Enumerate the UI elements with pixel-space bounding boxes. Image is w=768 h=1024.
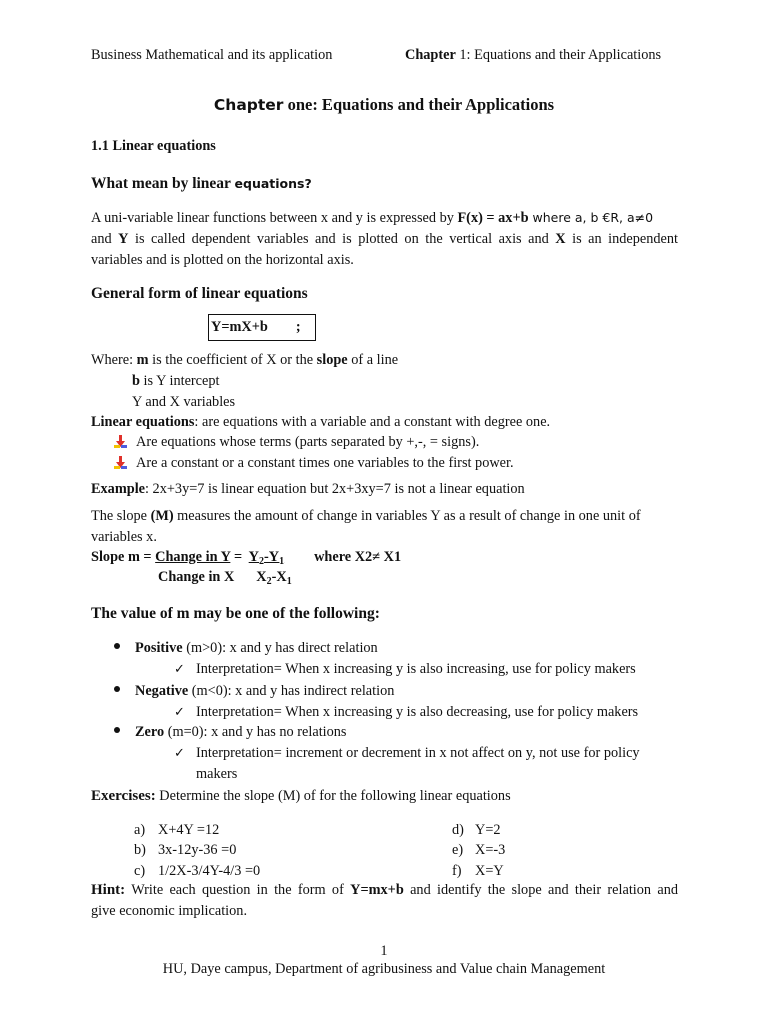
m-value-negative-name: Negative	[135, 683, 189, 699]
m-value-zero-interp-text: Interpretation= increment or decrement in x not affect on y, not use for policy	[196, 745, 640, 761]
section-heading-1-1: 1.1 Linear equations	[91, 138, 216, 154]
definition-text-3: and	[91, 231, 119, 247]
what-mean-lead: What mean by linear	[91, 175, 235, 192]
slope-x2: X	[256, 569, 267, 585]
check-icon: ✓	[174, 746, 185, 761]
exercise-e	[452, 840, 505, 861]
example-line	[91, 479, 525, 500]
definition-formula: F(x) = ax+b	[457, 210, 529, 226]
definition-text-2: where a, b €R, a≠0	[528, 210, 654, 225]
exercise-b	[134, 840, 236, 861]
where-b: b	[132, 373, 140, 389]
m-value-zero-interp-cont: makers	[196, 766, 238, 782]
header-chapter-rest: 1: Equations and their Applications	[455, 47, 662, 63]
slope-y1-sub: 1	[279, 556, 285, 567]
running-footer: HU, Daye campus, Department of agribusiness and Value chain Management	[162, 961, 606, 977]
slope-formula-y-diff	[249, 549, 284, 565]
what-mean-small: equations?	[234, 176, 312, 191]
m-value-positive-rest: (m>0): x and y has direct relation	[182, 640, 378, 656]
slope-text-a: The slope	[91, 508, 151, 524]
bullet-dot	[114, 686, 120, 692]
hint-paragraph	[91, 880, 678, 922]
m-value-zero	[114, 722, 347, 743]
definition-text-4: is called dependent variables and is plotted on the vertical axis and	[128, 231, 556, 247]
exercise-a	[134, 820, 219, 841]
chapter-title	[0, 94, 768, 116]
slope-x1: -X	[271, 569, 287, 585]
arrow-bullet-icon	[114, 456, 127, 469]
exercise-e-eq: X=-3	[475, 842, 506, 858]
exercise-f-label: f)	[452, 863, 462, 879]
exercise-e-label: e)	[452, 842, 464, 858]
exercises-lead: Exercises:	[91, 788, 156, 804]
header-chapter-word: Chapter	[405, 47, 456, 63]
linear-bullet-1	[114, 432, 479, 453]
linear-equations-line	[91, 412, 550, 433]
slope-formula-where: where X2≠ X1	[314, 549, 402, 565]
exercise-a-label: a)	[134, 822, 146, 838]
where-line-2	[132, 371, 220, 392]
slope-formula-change-x: Change in X	[158, 569, 235, 585]
definition-paragraph	[91, 207, 678, 271]
linear-bullet-1-text: Are equations whose terms (parts separated by +,-, = signs).	[136, 434, 480, 450]
exercises-line	[91, 786, 511, 807]
general-form-semicolon: ;	[295, 319, 301, 335]
exercise-d	[452, 820, 501, 841]
where-line-3: Y and X variables	[132, 394, 236, 410]
slope-y1: -Y	[264, 549, 280, 565]
definition-y: Y	[118, 231, 129, 247]
linear-bullet-2	[114, 453, 514, 474]
exercise-b-eq: 3x-12y-36 =0	[158, 842, 237, 858]
linear-equations-rest: : are equations with a variable and a constant with degree one.	[194, 414, 551, 430]
slope-y2: Y	[248, 549, 259, 565]
check-icon: ✓	[174, 705, 185, 720]
slope-paragraph	[91, 506, 678, 548]
m-value-zero-interp	[174, 743, 640, 764]
slope-text-c: variables x.	[91, 529, 157, 545]
m-values-heading: The value of m may be one of the following:	[91, 605, 380, 622]
slope-x2-sub: 2	[266, 576, 272, 587]
m-value-positive-interp-text: Interpretation= When x increasing y is also increasing, use for policy makers	[196, 661, 636, 677]
example-rest: : 2x+3y=7 is linear equation but 2x+3xy=7 is not a linear equation	[145, 481, 525, 497]
slope-formula-change-y: Change in Y	[155, 549, 231, 565]
hint-text-c: give economic implication.	[91, 903, 248, 919]
slope-x1-sub: 1	[286, 576, 292, 587]
exercise-b-label: b)	[134, 842, 146, 858]
hint-form: Y=mx+b	[350, 882, 404, 898]
slope-y2-sub: 2	[259, 556, 264, 567]
slope-formula-equals: =	[230, 549, 246, 565]
linear-bullet-2-text: Are a constant or a constant times one variables to the first power.	[136, 455, 514, 471]
m-value-positive	[114, 638, 378, 659]
hint-text-a: Write each question in the form of	[125, 882, 351, 898]
chapter-title-lead: Chapter	[213, 96, 284, 114]
m-value-negative	[114, 681, 394, 702]
m-value-positive-interp	[174, 659, 636, 680]
where-slope: slope	[316, 352, 348, 368]
definition-text-5: is an independent	[565, 231, 679, 247]
page-number: 1	[380, 943, 388, 959]
hint-text-b: and identify the slope and their relation and	[403, 882, 679, 898]
m-value-zero-name: Zero	[135, 724, 165, 740]
arrow-bullet-icon	[114, 435, 127, 448]
general-form-equation-box	[208, 314, 316, 341]
m-value-zero-rest: (m=0): x and y has no relations	[164, 724, 347, 740]
exercise-d-eq: Y=2	[475, 822, 501, 838]
general-form-heading: General form of linear equations	[91, 285, 308, 302]
what-mean-heading	[91, 173, 312, 194]
slope-text-m: (M)	[150, 508, 174, 524]
where-text-2: of a line	[347, 352, 399, 368]
bullet-dot	[114, 643, 120, 649]
m-value-negative-interp	[174, 702, 638, 723]
linear-equations-lead: Linear equations	[91, 414, 195, 430]
exercise-f-eq: X=Y	[475, 863, 504, 879]
definition-x: X	[555, 231, 566, 247]
exercise-c	[134, 861, 260, 882]
running-header-left: Business Mathematical and its application	[91, 47, 333, 63]
hint-lead: Hint:	[91, 882, 126, 898]
where-label: Where:	[91, 352, 137, 368]
where-m: m	[136, 352, 149, 368]
definition-text-6: variables and is plotted on the horizontal axis.	[91, 252, 354, 268]
chapter-title-rest: one: Equations and their Applications	[283, 95, 555, 114]
slope-formula-x-diff	[256, 569, 291, 585]
where-text-1: is the coefficient of X or the	[148, 352, 317, 368]
m-value-positive-name: Positive	[135, 640, 183, 656]
exercises-rest: Determine the slope (M) of for the following linear equations	[155, 788, 511, 804]
exercise-c-eq: 1/2X-3/4Y-4/3 =0	[158, 863, 261, 879]
definition-text-1: A uni-variable linear functions between x and y is expressed by	[91, 210, 458, 226]
slope-formula-lead: Slope m =	[91, 549, 156, 565]
exercise-f	[452, 861, 504, 882]
m-value-negative-rest: (m<0): x and y has indirect relation	[188, 683, 395, 699]
exercise-c-label: c)	[134, 863, 146, 879]
exercise-a-eq: X+4Y =12	[158, 822, 220, 838]
slope-formula-numerator-line	[91, 547, 401, 568]
running-header-right	[405, 45, 661, 66]
where-line-1	[91, 350, 398, 371]
slope-text-b: measures the amount of change in variables Y as a result of change in one unit of	[173, 508, 641, 524]
slope-formula-denominator-line	[158, 567, 292, 588]
example-lead: Example	[91, 481, 146, 497]
general-form-equation: Y=mX+b	[211, 319, 268, 335]
bullet-dot	[114, 727, 120, 733]
exercise-d-label: d)	[452, 822, 464, 838]
m-value-negative-interp-text: Interpretation= When x increasing y is also decreasing, use for policy makers	[196, 704, 639, 720]
check-icon: ✓	[174, 662, 185, 677]
where-text-3: is Y intercept	[139, 373, 220, 389]
